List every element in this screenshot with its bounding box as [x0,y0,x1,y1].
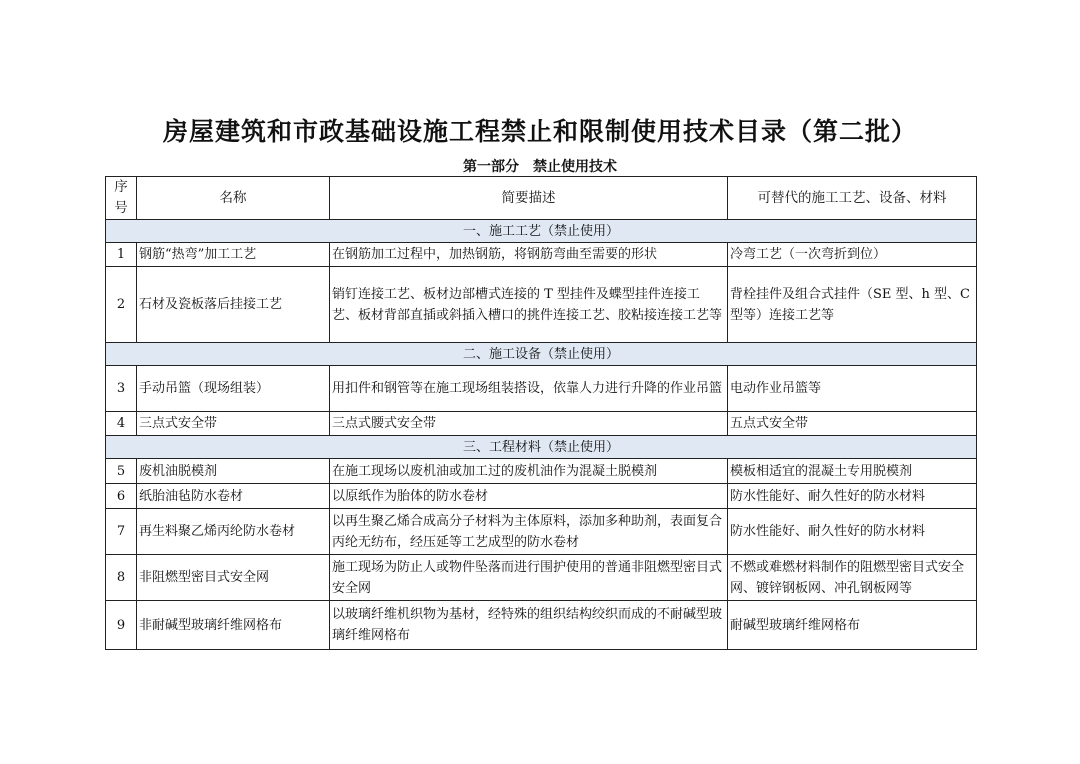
section-row [106,343,977,366]
table-row [106,267,977,343]
row-alternative: 耐碱型玻璃纤维网格布 [728,601,977,650]
row-alternative: 五点式安全带 [728,412,977,436]
table-row [106,412,977,436]
row-description: 三点式腰式安全带 [330,412,728,436]
section-label: 二、施工设备（禁止使用） [106,343,977,366]
row-number: 4 [106,412,137,436]
row-number: 5 [106,459,137,484]
technology-catalog-table [105,176,977,650]
row-description: 施工现场为防止人或物件坠落而进行围护使用的普通非阻燃型密目式安全网 [330,555,728,601]
header-alternatives: 可替代的施工工艺、设备、材料 [728,177,977,220]
row-name: 手动吊篮（现场组装） [137,366,330,412]
row-description: 在钢筋加工过程中，加热钢筋，将钢筋弯曲至需要的形状 [330,243,728,267]
row-alternative: 背栓挂件及组合式挂件（SE 型、h 型、C 型等）连接工艺等 [728,267,977,343]
row-name: 三点式安全带 [137,412,330,436]
row-description: 以玻璃纤维机织物为基材，经特殊的组织结构绞织而成的不耐碱型玻璃纤维网格布 [330,601,728,650]
row-name: 废机油脱模剂 [137,459,330,484]
row-alternative: 冷弯工艺（一次弯折到位） [728,243,977,267]
row-name: 非耐碱型玻璃纤维网格布 [137,601,330,650]
header-description: 简要描述 [330,177,728,220]
row-number: 6 [106,484,137,509]
row-number: 3 [106,366,137,412]
row-description: 用扣件和钢管等在施工现场组装搭设，依靠人力进行升降的作业吊篮 [330,366,728,412]
table-row [106,459,977,484]
part-subtitle: 第一部分 禁止使用技术 [463,159,617,175]
header-name: 名称 [137,177,330,220]
row-name: 钢筋“热弯”加工工艺 [137,243,330,267]
document-title: 房屋建筑和市政基础设施工程禁止和限制使用技术目录（第二批） [162,117,917,146]
section-row [106,436,977,459]
row-description: 以原纸作为胎体的防水卷材 [330,484,728,509]
row-alternative: 电动作业吊篮等 [728,366,977,412]
row-number: 9 [106,601,137,650]
row-name: 石材及瓷板落后挂接工艺 [137,267,330,343]
section-row [106,220,977,243]
row-name: 纸胎油毡防水卷材 [137,484,330,509]
row-alternative: 防水性能好、耐久性好的防水材料 [728,509,977,555]
row-number: 8 [106,555,137,601]
section-label: 一、施工工艺（禁止使用） [106,220,977,243]
table-row [106,243,977,267]
table-row [106,555,977,601]
row-name: 非阻燃型密目式安全网 [137,555,330,601]
table-row [106,484,977,509]
header-number: 序号 [106,177,137,220]
row-description: 销钉连接工艺、板材边部槽式连接的 T 型挂件及蝶型挂件连接工艺、板材背部直插或斜插入槽口的挑件连接工艺、胶粘接连接工艺等 [330,267,728,343]
row-number: 1 [106,243,137,267]
table-row [106,366,977,412]
section-label: 三、工程材料（禁止使用） [106,436,977,459]
table-header-row [106,177,977,220]
row-number: 7 [106,509,137,555]
row-name: 再生料聚乙烯丙纶防水卷材 [137,509,330,555]
row-alternative: 防水性能好、耐久性好的防水材料 [728,484,977,509]
row-alternative: 模板相适宜的混凝土专用脱模剂 [728,459,977,484]
table-row [106,601,977,650]
row-description: 在施工现场以废机油或加工过的废机油作为混凝土脱模剂 [330,459,728,484]
row-description: 以再生聚乙烯合成高分子材料为主体原料，添加多种助剂，表面复合丙纶无纺布，经压延等工艺成型的防水卷材 [330,509,728,555]
row-alternative: 不燃或难燃材料制作的阻燃型密目式安全网、镀锌钢板网、冲孔钢板网等 [728,555,977,601]
row-number: 2 [106,267,137,343]
table-row [106,509,977,555]
